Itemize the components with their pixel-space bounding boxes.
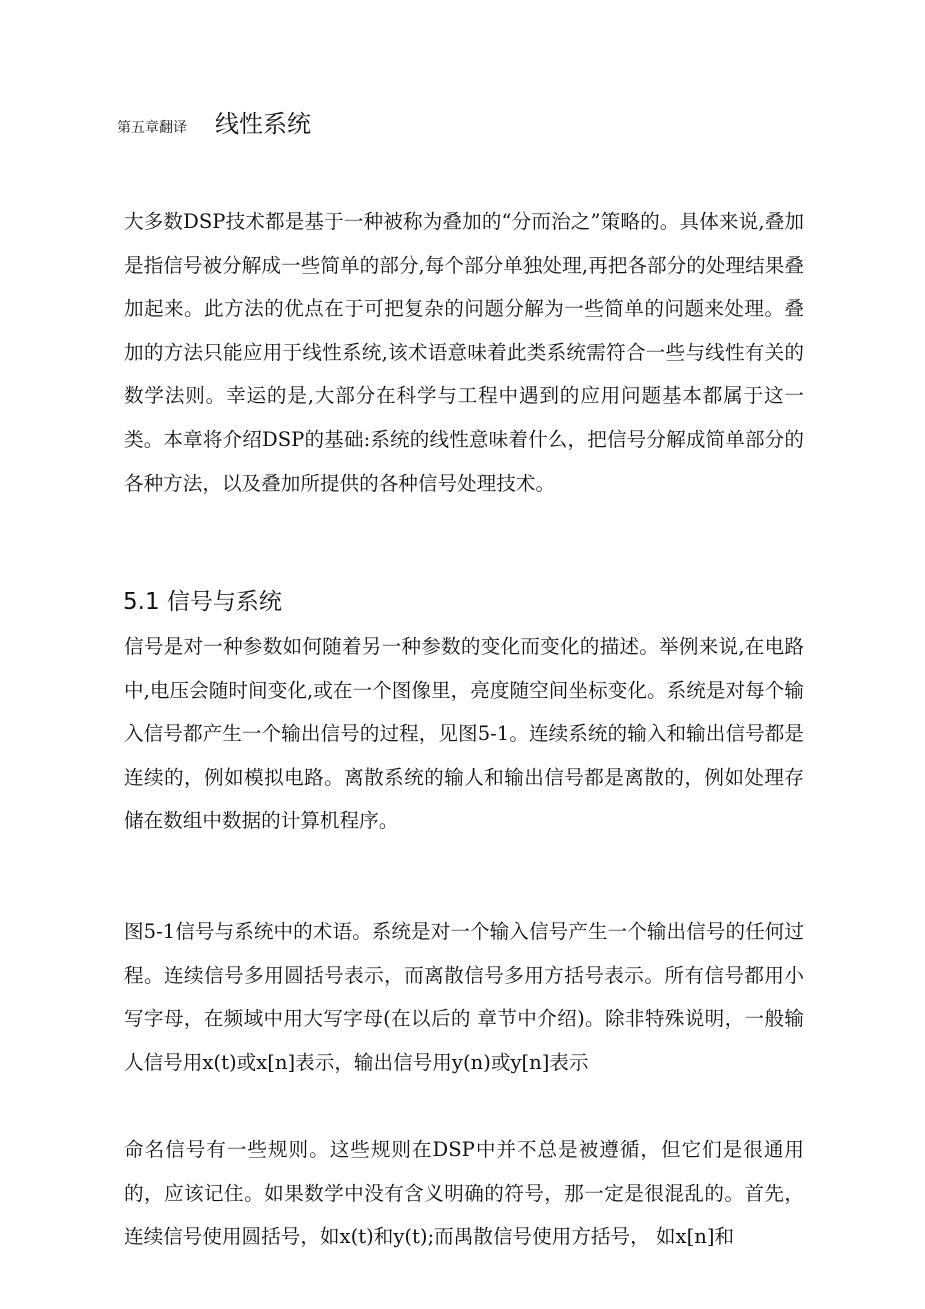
section-paragraph: 信号是对一种参数如何随着另一种参数的变化而变化的描述。举例来说,在电路中,电压会随时间变化,或在一个图像里，亮度随空间坐标变化。系统是对每个输入信号都产生一个输出信号的过程，见图5-1。连续系统的输入和输出信号都是连续的，例如模拟电路。离散系统的输人和输出信号都是离散的，例如处理存储在数组中数据的计算机程序。	[124, 635, 804, 833]
chapter-label: 第五章翻译	[117, 120, 187, 136]
chapter-header	[117, 104, 311, 139]
section-heading: 5.1 信号与系统	[123, 589, 282, 615]
chapter-title: 线性系统	[215, 110, 311, 138]
figure-caption: 图5-1信号与系统中的术语。系统是对一个输入信号产生一个输出信号的任何过程。连续信号多用圆括号表示，而离散信号多用方括号表示。所有信号都用小写字母，在频域中用大写字母(在以后的 章节中介绍)。除非特殊说明，一般输人信号用x(t)或x[n]表示，输出信号用y(n)或y[n]表示	[124, 920, 804, 1074]
naming-paragraph: 命名信号有一些规则。这些规则在DSP中并不总是被遵循，但它们是很通用的，应该记住。如果数学中没有含义明确的符号，那一定是很混乱的。首先，连续信号使用圆括号，如x(t)和y(t);而禺散信号使用方括号， 如x[n]和	[124, 1138, 804, 1249]
intro-paragraph: 大多数DSP技术都是基于一种被称为叠加的“分而治之”策略的。具体来说,叠加是指信号被分解成一些简单的部分,每个部分单独处理,再把各部分的处理结果叠加起来。此方法的优点在于可把复杂的问题分解为一些简单的问题来处理。叠加的方法只能应用于线性系统,该术语意味着此类系统需符合一些与线性有关的数学法则。幸运的是,大部分在科学与工程中遇到的应用问题基本都属于这一类。本章将介绍DSP的基础:系统的线性意味着什么，把信号分解成简单部分的各种方法，以及叠加所提供的各种信号处理技术。	[124, 210, 804, 495]
